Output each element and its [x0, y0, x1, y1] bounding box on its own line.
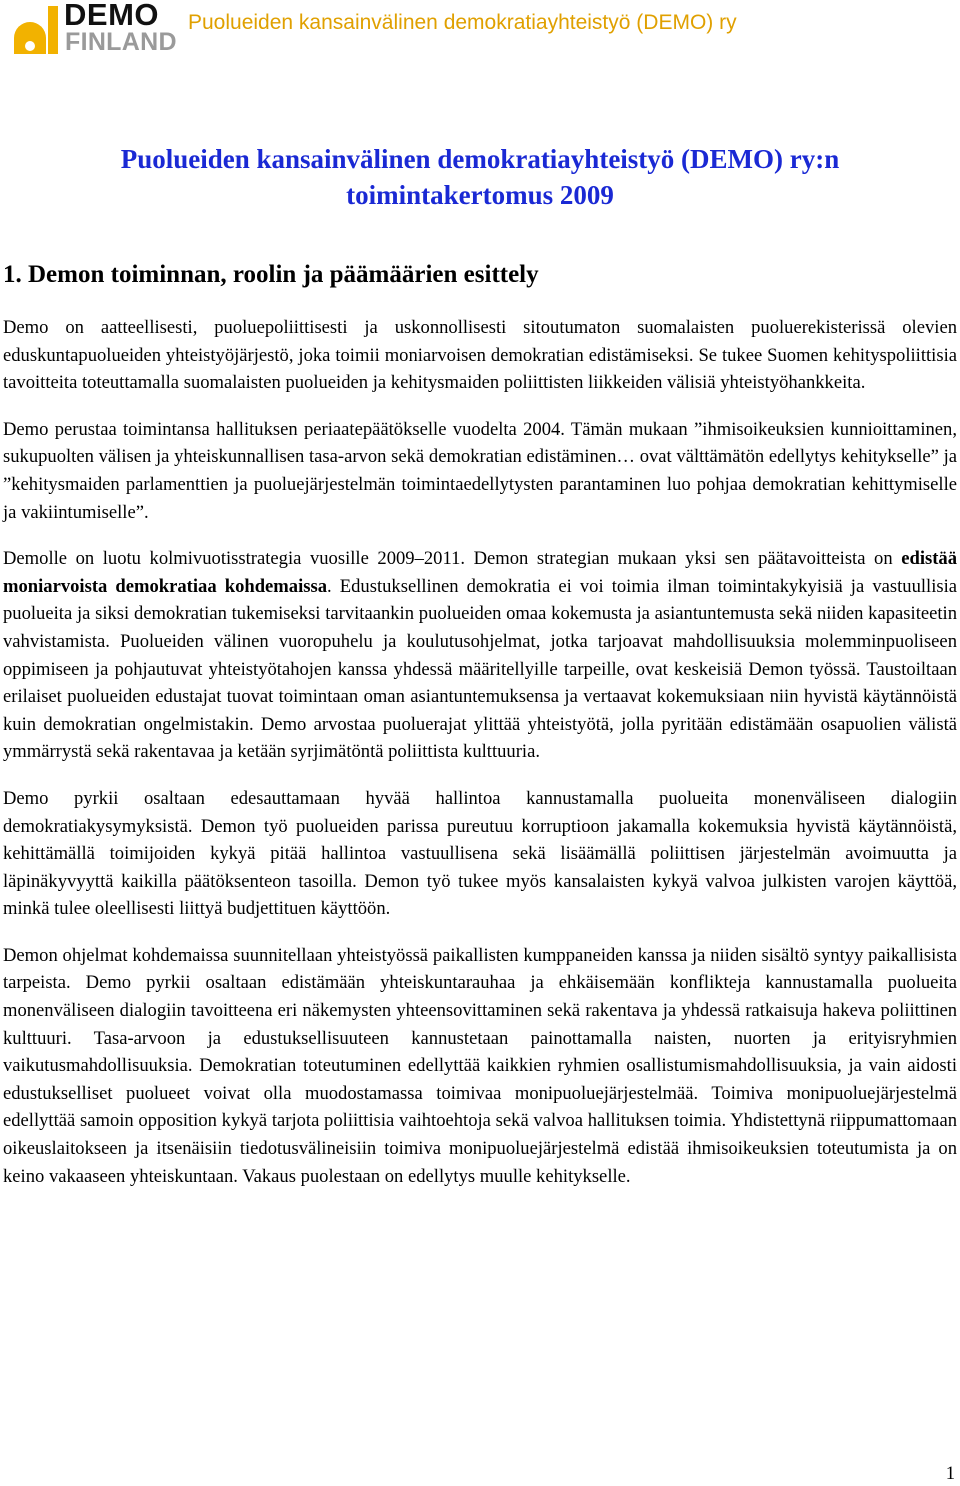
paragraph-3-text-before: Demolle on luotu kolmivuotisstrategia vuosille 2009–2011. Demon strategian mukaan yksi sen päätavoitteista on: [3, 548, 902, 570]
page-number: 1: [945, 1463, 955, 1484]
section-heading: 1. Demon toiminnan, roolin ja päämäärien esittely: [3, 261, 539, 288]
page-header: [0, 0, 960, 60]
running-header-title: Puolueiden kansainvälinen demokratiayhteistyö (DEMO) ry: [188, 11, 737, 34]
paragraph-1: Demo on aatteellisesti, puoluepoliittisesti ja uskonnollisesti sitoutumaton suomalaisten puoluerekisterissä olevien eduskuntapuolueiden yhteistyöjärjestö, joka toimii moniarvoisen demokratian edistämiseksi. Se tukee Suomen kehityspoliittisia tavoitteita toteuttamalla suomalaisten puolueiden ja kehitysmaiden poliittisten liikkeiden välisiä yhteistyöhankkeita.: [3, 317, 957, 394]
document-title-line-2: toimintakertomus 2009: [346, 180, 614, 210]
paragraph-4: Demo pyrkii osaltaan edesauttamaan hyvää hallintoa kannustamalla puolueita monenväliseen dialogiin demokratiakysymyksistä. Demon työ puolueiden parissa pureutuu korruptioon jakamalla kokemuksia hyvistä käytännöistä, kehittämällä toimijoiden kykyä pitää hallintoa vastuullisena sekä lisäämällä poliittisen järjestelmän avoimuutta ja läpinäkyvyyttä kaikilla päätöksenteon tasoilla. Demon työ tukee myös kansalaisten kykyä valvoa julkisten varojen käyttöä, minkä tulee oleellisesti liittyä budjettituen käyttöön.: [3, 787, 957, 920]
paragraph-3: [3, 545, 957, 766]
paragraph-2: Demo perustaa toimintansa hallituksen periaatepäätökselle vuodelta 2004. Tämän mukaan ”ihmisoikeuksien kunnioittaminen, sukupuolten välisen ja yhteiskunnallisen tasa-arvon sekä demokratian edistäminen… ovat välttämätön edellytys kehitykselle” ja ”kehitysmaiden parlamenttien ja puoluejärjestelmän toimintaedellytysten parantaminen luo pohjaa demokratian kehittymiselle ja vakiintumiselle”.: [3, 418, 957, 523]
document-title-line-1: Puolueiden kansainvälinen demokratiayhteistyö (DEMO) ry:n: [120, 144, 840, 174]
document-body: [3, 314, 957, 1209]
demo-finland-logo: [10, 0, 177, 56]
paragraph-5: Demon ohjelmat kohdemaissa suunnitellaan yhteistyössä paikallisten kumppaneiden kanssa ja niiden sisältö syntyy paikallisista tarpeista. Demo pyrkii osaltaan edistämään yhteiskuntarauhaa ja ehkäisemään konflikteja kannustamalla puolueita monenväliseen dialogiin tavoitteena eri näkemysten yhteensovittaminen sekä rakentava ja yhdessä ratkaisuja hakeva poliittinen kulttuuri. Tasa-arvoon ja edustuksellisuuteen kannustetaan painottamalla naisten, nuorten ja erityisryhmien vaikutusmahdollisuuksia. Demokratian toteutuminen edellyttää kaikkien ryhmien osallistumismahdollisuuksia, ja vain aidosti edustukselliset puolueet voivat olla muodostamassa toimivaa monipuoluejärjestelmää. Toimiva monipuoluejärjestelmä edellyttää samoin opposition kykyä tarjota poliittisia vaihtoehtoja sekä valvoa hallituksen toimia. Yhdistettynä riippumattomaan oikeuslaitokseen ja itsenäisiin tiedotusvälineisiin toimiva monipuoluejärjestelmä edistää ihmisoikeuksien toteutumista ja on keino vakaaseen yhteiskuntaan. Vakaus puolestaan on edellytys muulle kehitykselle.: [3, 944, 957, 1187]
logo-text-finland: FINLAND: [65, 28, 177, 56]
logo-mark-icon: [10, 4, 60, 54]
logo-text-demo: DEMO: [64, 0, 159, 32]
paragraph-3-text-after: . Edustuksellinen demokratia ei voi toimia ilman toimintakykyisiä ja vastuullisia puolueita ja siksi demokratian tukemiseksi tarvitaankin puolueiden omaa kokemusta ja asiantuntemusta sekä niiden kapasiteetin vahvistamista. Puolueiden välinen vuoropuhelu ja koulutusohjelmat, jotka tarjoavat mahdollisuuksia molemminpuoliseen oppimiseen ja pohjautuvat yhteistyötahojen kanssa yhdessä määritellyille tarpeille, ovat keskeisiä Demon työssä. Taustoiltaan erilaiset puolueiden edustajat tuovat toimintaan oman asiantuntemuksensa ja vertaavat kokemuksiaan niin hyvistä käytännöistä kuin demokratian ongelmistakin. Demo arvostaa puoluerajat ylittää yhteistyötä, jolla pyritään edistämään osapuolien välistä ymmärrystä sekä rakentavaa ja ketään syrjimätöntä poliittista kulttuuria.: [3, 575, 958, 763]
paragraph-3-bold-goal: edistää moniarvoista demokratiaa kohdemaissa: [3, 548, 957, 597]
document-title: [0, 141, 960, 213]
